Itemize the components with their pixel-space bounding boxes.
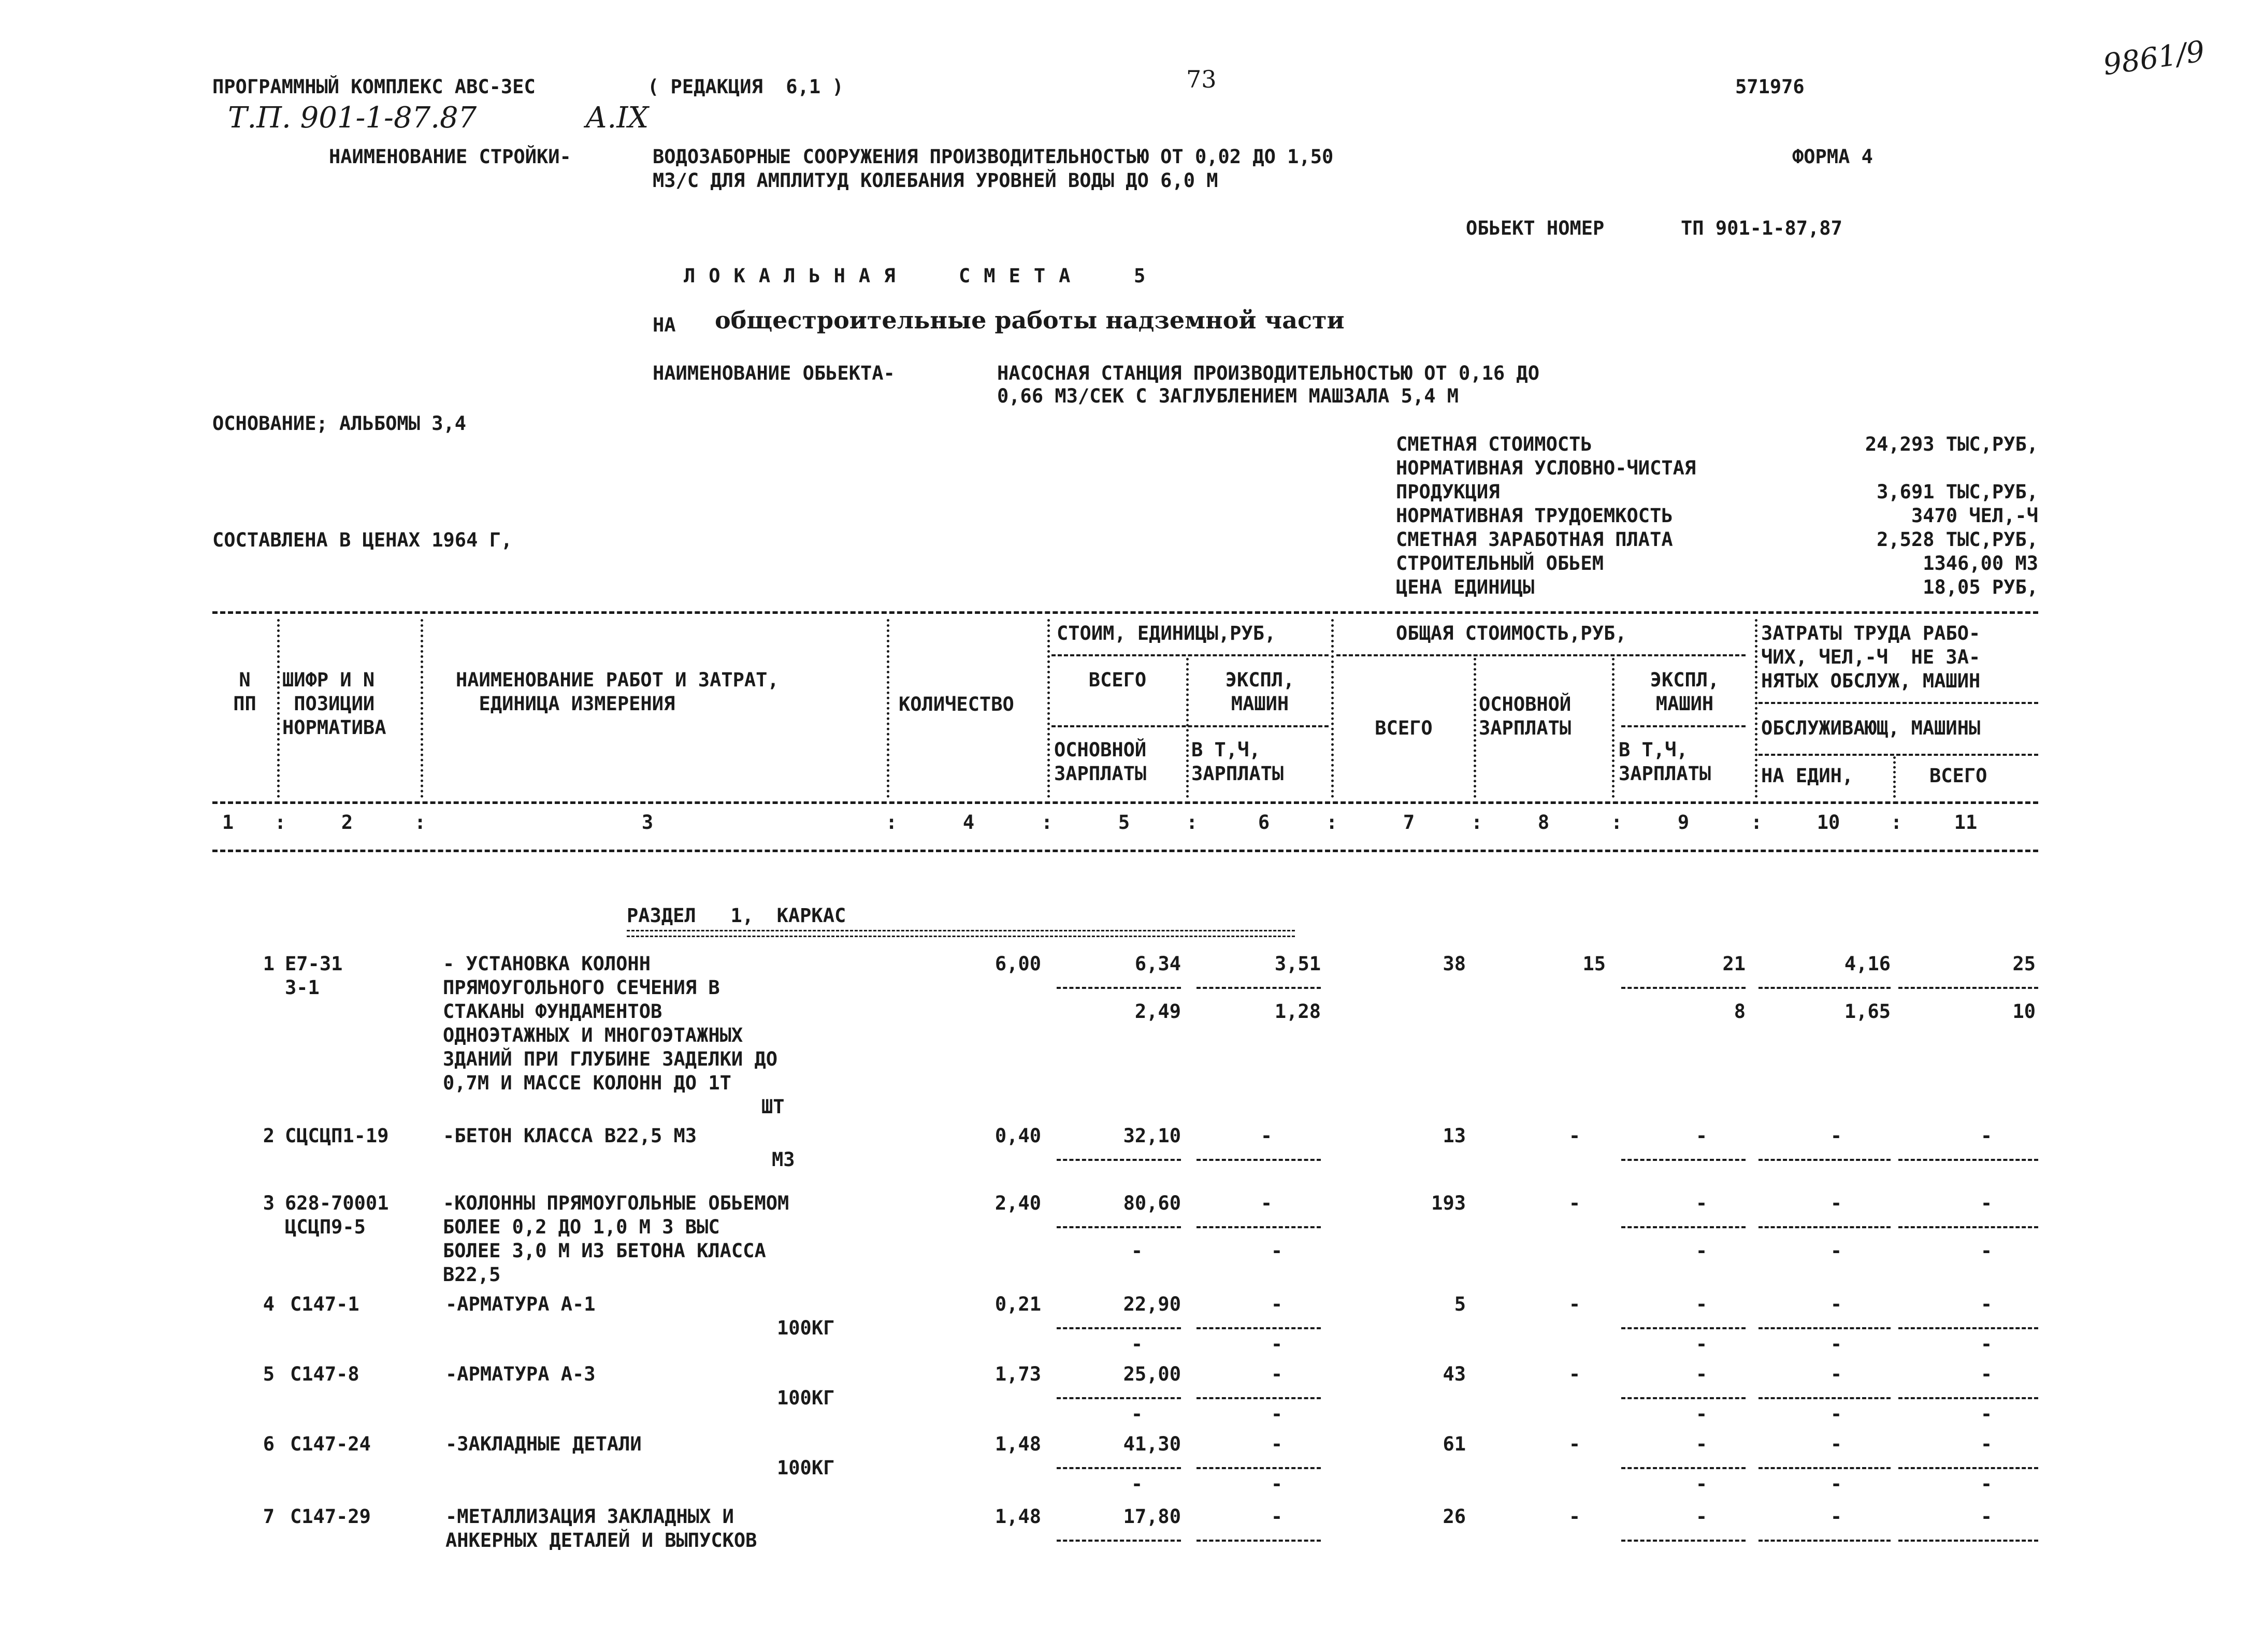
labor-rule-2 [1758, 754, 2038, 756]
row-total-wages: - [1568, 1363, 1581, 1385]
summary-label: СТРОИТЕЛЬНЫЙ ОБЬЕМ [1396, 552, 1604, 574]
row-unit-machines: - [1271, 1433, 1283, 1455]
cell-divider [1758, 1226, 1891, 1228]
row-total: 43 [1443, 1363, 1466, 1385]
summary-label: ЦЕНА ЕДИНИЦЫ [1396, 576, 1535, 598]
header-unit-incl-wages: В Т,Ч, ЗАРПЛАТЫ [1191, 739, 1284, 785]
row-total-wages: - [1568, 1433, 1581, 1455]
construction-name-line2: МЗ/С ДЛЯ АМПЛИТУД КОЛЕБАНИЯ УРОВНЕЙ ВОДЫ ДО 6,0 М [653, 169, 1218, 192]
row-labor-machines-total: - [1980, 1333, 1993, 1355]
row-code: С147-1 [290, 1293, 359, 1315]
row-unit-machines: 3,51 [1274, 953, 1321, 975]
cell-divider [1898, 1226, 2038, 1228]
header-labor-total: ВСЕГО [1929, 765, 1987, 787]
row-code: 628-70001 ЦСЦП9-5 [285, 1192, 389, 1238]
row-total-machines: - [1695, 1125, 1708, 1147]
row-labor-per-unit: - [1830, 1192, 1842, 1214]
page-number: 73 [1186, 65, 1217, 93]
header-total-wages: ОСНОВНОЙ ЗАРПЛАТЫ [1479, 693, 1572, 739]
column-separator [1755, 619, 1757, 798]
row-labor-machines-per-unit: 1,65 [1844, 1000, 1891, 1023]
cell-divider [1057, 1467, 1181, 1469]
column-number-separator: : [886, 811, 898, 834]
column-number: 5 [1118, 811, 1130, 834]
cell-divider [1057, 1397, 1181, 1399]
cell-divider [1197, 1467, 1321, 1469]
construction-label: НАИМЕНОВАНИЕ СТРОЙКИ- [329, 146, 571, 168]
row-labor-machines-total: - [1980, 1473, 1993, 1495]
row-unit-incl-wages: 1,28 [1274, 1000, 1321, 1023]
object-number-value: ТП 901-1-87,87 [1681, 217, 1842, 239]
summary-row [1396, 576, 2038, 599]
row-labor-total: - [1980, 1363, 1993, 1385]
cell-divider [1197, 987, 1321, 989]
object-number-label: ОБЬЕКТ НОМЕР [1466, 217, 1605, 239]
row-total-machines: - [1695, 1505, 1708, 1528]
section-underline [627, 930, 1295, 937]
row-quantity: 1,48 [994, 1505, 1041, 1528]
row-quantity: 0,40 [994, 1125, 1041, 1147]
row-labor-per-unit: - [1830, 1125, 1842, 1147]
row-work-name: -ЗАКЛАДНЫЕ ДЕТАЛИ [445, 1433, 642, 1455]
row-labor-machines-per-unit: - [1830, 1403, 1842, 1425]
header-labor-machines: ОБСЛУЖИВАЮЩ, МАШИНЫ [1761, 717, 1981, 739]
row-work-name: -КОЛОННЫ ПРЯМОУГОЛЬНЫЕ ОБЬЕМОМ БОЛЕЕ 0,2 ДО 1,0 М 3 ВЫС БОЛЕЕ 3,0 М ИЗ БЕТОНА КЛАССА В22,5 [443, 1192, 789, 1286]
header-row-number: N ПП [233, 669, 256, 715]
row-code: С147-29 [290, 1505, 371, 1528]
row-unit-incl-wages: - [1271, 1240, 1283, 1262]
cell-divider [1758, 987, 1891, 989]
row-unit-wages: - [1131, 1473, 1143, 1495]
row-number: 7 [263, 1505, 275, 1528]
row-labor-machines-total: - [1980, 1240, 1993, 1262]
cell-divider [1758, 1327, 1891, 1329]
row-total-wages: - [1568, 1192, 1581, 1214]
estimate-title: ЛОКАЛЬНАЯ СМЕТА 5 [684, 265, 1159, 287]
column-separator [1612, 658, 1615, 798]
summary-row [1396, 433, 2038, 456]
cell-divider [1758, 1467, 1891, 1469]
construction-name-line1: ВОДОЗАБОРНЫЕ СООРУЖЕНИЯ ПРОИЗВОДИТЕЛЬНОСТЬЮ ОТ 0,02 ДО 1,50 [653, 146, 1334, 168]
row-unit-incl-wages: - [1271, 1333, 1283, 1355]
row-code: С147-8 [290, 1363, 359, 1385]
row-quantity: 1,73 [994, 1363, 1041, 1385]
cell-divider [1621, 987, 1746, 989]
unit-cost-rule-2 [1051, 725, 1329, 727]
column-number: 4 [962, 811, 975, 834]
column-number: 10 [1817, 811, 1840, 834]
cell-divider [1621, 1467, 1746, 1469]
row-labor-per-unit: - [1830, 1505, 1842, 1528]
row-labor-machines-per-unit: - [1830, 1473, 1842, 1495]
cell-divider [1057, 1540, 1181, 1542]
cell-divider [1621, 1327, 1746, 1329]
column-number-separator: : [1041, 811, 1053, 834]
row-number: 5 [263, 1363, 275, 1385]
cell-divider [1898, 987, 2038, 989]
summary-row [1396, 456, 2038, 480]
handwritten-album: А.IX [585, 101, 649, 135]
column-separator [1186, 658, 1189, 798]
column-number: 7 [1403, 811, 1415, 834]
table-top-rule [212, 611, 2038, 614]
column-separator [1047, 619, 1050, 798]
row-labor-total: - [1980, 1125, 1993, 1147]
cell-divider [1898, 1397, 2038, 1399]
row-unit-incl-wages: - [1271, 1403, 1283, 1425]
row-total-machines: - [1695, 1293, 1708, 1315]
row-total: 61 [1443, 1433, 1466, 1455]
row-unit-machines: - [1260, 1192, 1273, 1214]
row-total-incl-wages: - [1695, 1473, 1708, 1495]
handwritten-reference: 9861/9 [2101, 34, 2207, 82]
row-unit-wages: 2,49 [1134, 1000, 1181, 1023]
row-unit-total: 17,80 [1123, 1505, 1181, 1528]
row-code: С147-24 [290, 1433, 371, 1455]
cell-divider [1197, 1159, 1321, 1161]
row-quantity: 2,40 [994, 1192, 1041, 1214]
cell-divider [1057, 1327, 1181, 1329]
price-level-note: СОСТАВЛЕНА В ЦЕНАХ 1964 Г, [212, 529, 513, 551]
column-number: 1 [222, 811, 234, 834]
cell-divider [1057, 1159, 1181, 1161]
row-labor-per-unit: - [1830, 1433, 1842, 1455]
summary-value: 3,691 ТЫС,РУБ, [1877, 481, 2038, 503]
cell-divider [1621, 1397, 1746, 1399]
labor-rule-1 [1758, 702, 2038, 704]
cell-divider [1898, 1327, 2038, 1329]
row-unit-total: 6,34 [1134, 953, 1181, 975]
row-unit: 100КГ [777, 1457, 835, 1479]
row-work-name: -МЕТАЛЛИЗАЦИЯ ЗАКЛАДНЫХ И АНКЕРНЫХ ДЕТАЛЕЙ И ВЫПУСКОВ [445, 1505, 757, 1552]
row-total-incl-wages: - [1695, 1240, 1708, 1262]
row-number: 1 [263, 953, 275, 975]
row-number: 2 [263, 1125, 275, 1147]
cell-divider [1197, 1397, 1321, 1399]
summary-label: ПРОДУКЦИЯ [1396, 481, 1500, 503]
row-unit-total: 41,30 [1123, 1433, 1181, 1455]
row-unit-machines: - [1271, 1363, 1283, 1385]
row-work-name: - УСТАНОВКА КОЛОНН ПРЯМОУГОЛЬНОГО СЕЧЕНИЯ В СТАКАНЫ ФУНДАМЕНТОВ ОДНОЭТАЖНЫХ И МНОГОЭТАЖНЫХ ЗДАНИЙ ПРИ ГЛУБИНЕ ЗАДЕЛКИ ДО 0,7М И МАССЕ КОЛОНН ДО 1Т [443, 953, 778, 1094]
header-total-incl-wages: В Т,Ч, ЗАРПЛАТЫ [1619, 739, 1711, 785]
row-total-incl-wages: 8 [1734, 1000, 1746, 1023]
row-unit-machines: - [1271, 1293, 1283, 1315]
column-separator [1331, 619, 1334, 798]
header-unit-wages: ОСНОВНОЙ ЗАРПЛАТЫ [1054, 739, 1147, 785]
summary-value: 3470 ЧЕЛ,-Ч [1911, 505, 2038, 527]
cell-divider [1621, 1540, 1746, 1542]
row-total: 26 [1443, 1505, 1466, 1528]
row-code: Е7-31 3-1 [285, 953, 343, 999]
row-unit-total: 22,90 [1123, 1293, 1181, 1315]
row-labor-total: - [1980, 1192, 1993, 1214]
section-title: РАЗДЕЛ 1, КАРКАС [627, 904, 846, 927]
row-unit-wages: - [1131, 1403, 1143, 1425]
summary-row [1396, 504, 2038, 528]
row-unit-wages: - [1131, 1240, 1143, 1262]
column-number: 9 [1677, 811, 1690, 834]
row-unit: ШТ [761, 1096, 785, 1118]
cell-divider [1758, 1540, 1891, 1542]
estimate-subject: общестроительные работы надземной части [715, 306, 1345, 334]
header-labor-per-unit: НА ЕДИН, [1761, 765, 1854, 787]
object-name-line2: 0,66 МЗ/СЕК С ЗАГЛУБЛЕНИЕМ МАШЗАЛА 5,4 М [997, 385, 1459, 407]
column-number-separator: : [1471, 811, 1483, 834]
column-number-separator: : [1891, 811, 1902, 834]
row-labor-per-unit: - [1830, 1363, 1842, 1385]
program-name: ПРОГРАММНЫЙ КОМПЛЕКС АВС-ЗЕС [212, 76, 536, 98]
row-unit-incl-wages: - [1271, 1473, 1283, 1495]
cell-divider [1898, 1159, 2038, 1161]
header-bottom-rule [212, 801, 2038, 804]
row-labor-machines-total: - [1980, 1403, 1993, 1425]
header-total-all: ВСЕГО [1375, 717, 1433, 739]
row-total-wages: - [1568, 1293, 1581, 1315]
summary-label: СМЕТНАЯ ЗАРАБОТНАЯ ПЛАТА [1396, 528, 1673, 551]
header-unit-cost: СТОИМ, ЕДИНИЦЫ,РУБ, [1057, 622, 1276, 644]
row-total: 5 [1454, 1293, 1466, 1315]
form-label: ФОРМА 4 [1792, 146, 1873, 168]
summary-value: 2,528 ТЫС,РУБ, [1877, 528, 2038, 551]
column-number-separator: : [1611, 811, 1623, 834]
row-quantity: 6,00 [994, 953, 1041, 975]
row-labor-machines-per-unit: - [1830, 1240, 1842, 1262]
row-total: 193 [1431, 1192, 1466, 1214]
row-unit-machines: - [1271, 1505, 1283, 1528]
row-total-machines: - [1695, 1192, 1708, 1214]
cell-divider [1898, 1467, 2038, 1469]
column-number-separator: : [1326, 811, 1338, 834]
column-separator [1893, 756, 1896, 798]
row-unit: 100КГ [777, 1317, 835, 1339]
column-number-rule [212, 850, 2038, 852]
total-machines-rule [1621, 725, 1746, 727]
header-unit-machines: ЭКСПЛ, МАШИН [1225, 669, 1295, 715]
row-labor-per-unit: 4,16 [1844, 953, 1891, 975]
row-unit-machines: - [1260, 1125, 1273, 1147]
summary-row [1396, 528, 2038, 552]
row-total-incl-wages: - [1695, 1403, 1708, 1425]
estimate-on-label: НА [653, 314, 676, 336]
cell-divider [1621, 1159, 1746, 1161]
column-number-separator: : [1186, 811, 1198, 834]
total-cost-rule [1336, 654, 1746, 656]
header-work-name: НАИМЕНОВАНИЕ РАБОТ И ЗАТРАТ, ЕДИНИЦА ИЗМЕРЕНИЯ [456, 669, 779, 715]
row-total-incl-wages: - [1695, 1333, 1708, 1355]
summary-value: 24,293 ТЫС,РУБ, [1865, 433, 2038, 455]
cell-divider [1197, 1327, 1321, 1329]
header-total-machines: ЭКСПЛ, МАШИН [1650, 669, 1720, 715]
column-number: 11 [1954, 811, 1978, 834]
row-labor-total: - [1980, 1293, 1993, 1315]
column-number: 6 [1258, 811, 1270, 834]
row-total-machines: 21 [1722, 953, 1746, 975]
header-total-cost: ОБЩАЯ СТОИМОСТЬ,РУБ, [1396, 622, 1627, 644]
row-unit-wages: - [1131, 1333, 1143, 1355]
handwritten-project-number: Т.П. 901-1-87.87 [228, 101, 477, 135]
basis-note: ОСНОВАНИЕ; АЛЬБОМЫ 3,4 [212, 412, 467, 435]
row-unit: 100КГ [777, 1387, 835, 1409]
header-unit-total: ВСЕГО [1088, 669, 1147, 691]
column-number-separator: : [275, 811, 286, 834]
row-total-machines: - [1695, 1433, 1708, 1455]
row-labor-total: 25 [2012, 953, 2036, 975]
row-work-name: -АРМАТУРА А-3 [445, 1363, 596, 1385]
row-labor-total: - [1980, 1505, 1993, 1528]
cell-divider [1057, 987, 1181, 989]
column-separator [1474, 658, 1476, 798]
column-separator [421, 619, 423, 798]
summary-label: НОРМАТИВНАЯ ТРУДОЕМКОСТЬ [1396, 505, 1673, 527]
column-number: 8 [1537, 811, 1550, 834]
row-total: 13 [1443, 1125, 1466, 1147]
document-code: 571976 [1735, 76, 1805, 98]
column-number: 3 [641, 811, 654, 834]
header-code: ШИФР И N ПОЗИЦИИ НОРМАТИВА [282, 669, 386, 739]
row-total: 38 [1443, 953, 1466, 975]
cell-divider [1758, 1159, 1891, 1161]
row-quantity: 1,48 [994, 1433, 1041, 1455]
row-number: 4 [263, 1293, 275, 1315]
summary-value: 1346,00 МЗ [1923, 552, 2038, 574]
row-unit-total: 32,10 [1123, 1125, 1181, 1147]
row-work-name: -БЕТОН КЛАССА В22,5 МЗ [443, 1125, 697, 1147]
cell-divider [1621, 1226, 1746, 1228]
summary-row [1396, 552, 2038, 576]
row-labor-machines-per-unit: - [1830, 1333, 1842, 1355]
summary-block [1396, 433, 2038, 599]
summary-label: СМЕТНАЯ СТОИМОСТЬ [1396, 433, 1592, 455]
row-total-wages: - [1568, 1125, 1581, 1147]
row-total-wages: 15 [1582, 953, 1606, 975]
row-work-name: -АРМАТУРА А-1 [445, 1293, 596, 1315]
row-number: 6 [263, 1433, 275, 1455]
row-number: 3 [263, 1192, 275, 1214]
row-code: СЦСЦП1-19 [285, 1125, 389, 1147]
object-name-line1: НАСОСНАЯ СТАНЦИЯ ПРОИЗВОДИТЕЛЬНОСТЬЮ ОТ 0,16 ДО [997, 362, 1539, 384]
object-name-label: НАИМЕНОВАНИЕ ОБЬЕКТА- [653, 362, 895, 384]
cell-divider [1197, 1226, 1321, 1228]
column-number-separator: : [414, 811, 426, 834]
unit-cost-rule [1051, 654, 1329, 656]
summary-label: НОРМАТИВНАЯ УСЛОВНО-ЧИСТАЯ [1396, 457, 1696, 479]
header-quantity: КОЛИЧЕСТВО [899, 693, 1014, 715]
row-unit-total: 25,00 [1123, 1363, 1181, 1385]
cell-divider [1898, 1540, 2038, 1542]
row-unit: МЗ [772, 1148, 795, 1171]
row-total-wages: - [1568, 1505, 1581, 1528]
row-total-machines: - [1695, 1363, 1708, 1385]
row-unit-total: 80,60 [1123, 1192, 1181, 1214]
program-edition: ( РЕДАКЦИЯ 6,1 ) [647, 76, 844, 98]
header-labor: ЗАТРАТЫ ТРУДА РАБО- ЧИХ, ЧЕЛ,-Ч НЕ ЗА- НЯТЫХ ОБСЛУЖ, МАШИН [1761, 622, 1981, 692]
column-number-separator: : [1751, 811, 1763, 834]
cell-divider [1758, 1397, 1891, 1399]
summary-row [1396, 480, 2038, 504]
row-labor-machines-total: 10 [2012, 1000, 2036, 1023]
column-number: 2 [341, 811, 353, 834]
cell-divider [1057, 1226, 1181, 1228]
row-labor-per-unit: - [1830, 1293, 1842, 1315]
column-separator [277, 619, 280, 798]
row-labor-total: - [1980, 1433, 1993, 1455]
summary-value: 18,05 РУБ, [1923, 576, 2038, 598]
column-separator [887, 619, 889, 798]
row-quantity: 0,21 [994, 1293, 1041, 1315]
cell-divider [1197, 1540, 1321, 1542]
